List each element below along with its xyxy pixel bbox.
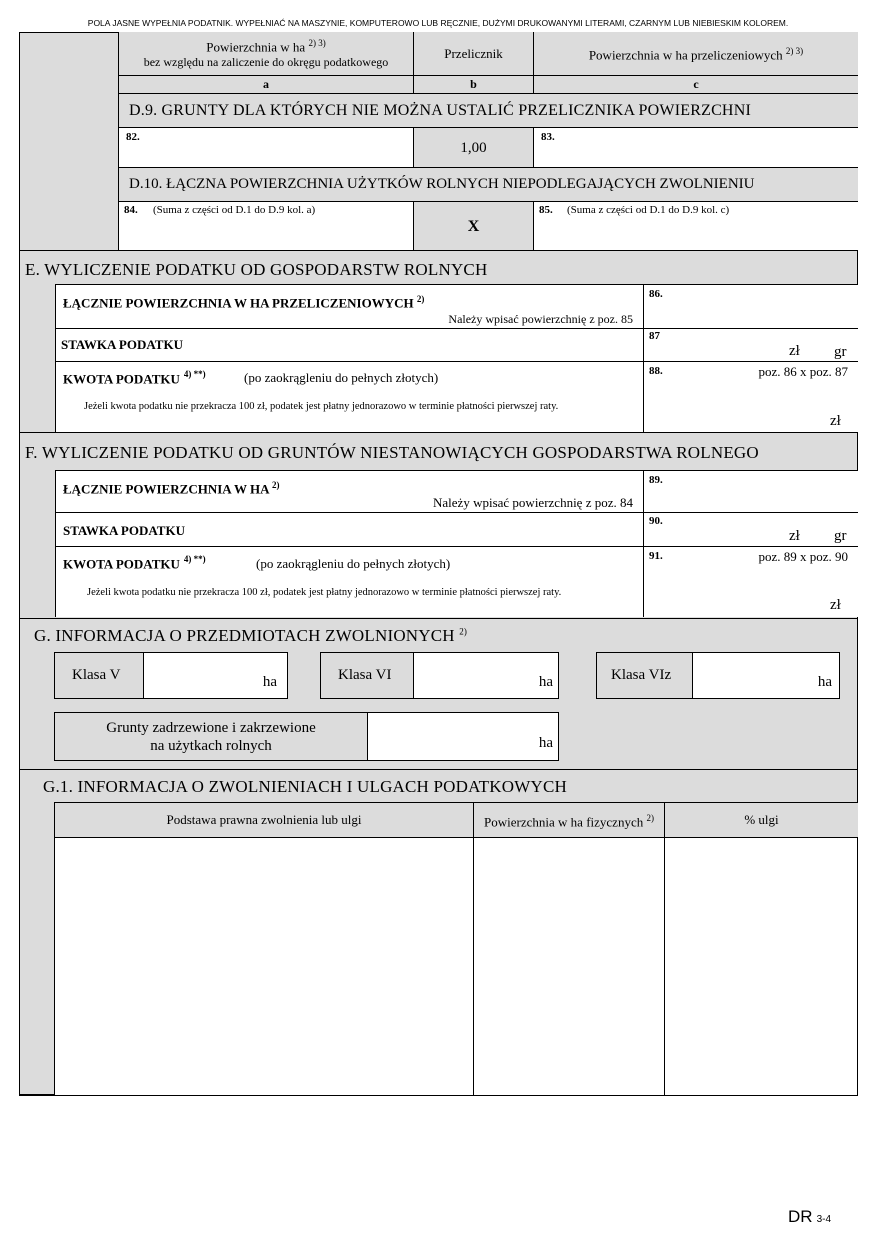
section-f-title: F. WYLICZENIE PODATKU OD GRUNTÓW NIESTANOWIĄCYCH GOSPODARSTWA ROLNEGO (25, 443, 759, 462)
klasa-viz-field[interactable]: ha (692, 653, 839, 698)
field-84[interactable]: 84. (Suma z części od D.1 do D.9 kol. a) (118, 202, 413, 250)
d10-title: D.10. ŁĄCZNA POWIERZCHNIA UŻYTKÓW ROLNYCH NIEPODLEGAJĄCYCH ZWOLNIENIU (118, 168, 858, 202)
grunty-label: Grunty zadrzewione i zakrzewione na użytkach rolnych (106, 720, 316, 754)
g1-area-field[interactable] (473, 838, 664, 1095)
klasa-vi-group (320, 652, 559, 699)
col-b-letter: b (413, 76, 533, 94)
klasa-vi-field[interactable]: ha (413, 653, 558, 698)
g1-legal-basis-field[interactable] (54, 838, 473, 1095)
field-90[interactable]: 90. zł gr (643, 513, 858, 547)
e-row-amount: KWOTA PODATKU $^{4) **)}$ (po zaokrągleniu do pełnych złotych) Jeżeli kwota podatku nie przekracza 100 zł, podatek jest płatny jednorazowo w terminie płatności pierwszej raty. (55, 362, 643, 433)
header-note: POLA JASNE WYPEŁNIA PODATNIK. WYPEŁNIAĆ NA MASZYNIE, KOMPUTEROWO LUB RĘCZNIE, DUŻYMI DRUKOWANYMI LITERAMI, CZARNYM LUB NIEBIESKIM KOLOREM. (87, 18, 789, 28)
g1-col-relief-percent: % ulgi (664, 802, 858, 838)
field-85[interactable]: 85. (Suma z części od D.1 do D.9 kol. c) (533, 202, 858, 250)
col-a-header: Powierzchnia w ha $^{2) 3)}$ bez względu na zaliczenie do okręgu podatkowego (118, 32, 413, 76)
field-82[interactable]: 82. (118, 128, 413, 168)
klasa-vi-label: Klasa VI (338, 667, 392, 683)
f-row-rate: STAWKA PODATKU (55, 513, 643, 547)
section-g-title: G. INFORMACJA O PRZEDMIOTACH ZWOLNIONYCH $^{2)}$ (34, 626, 468, 645)
col-b-header: Przelicznik (413, 32, 533, 76)
form-code: DR 3-4 (788, 1207, 832, 1226)
grunty-group (54, 712, 559, 761)
grunty-field[interactable]: ha (367, 713, 558, 760)
g1-col-legal-basis: Podstawa prawna zwolnienia lub ulgi (54, 802, 473, 838)
g1-col-area: Powierzchnia w ha fizycznych $^{2)}$ (473, 802, 664, 838)
section-g1-title: G.1. INFORMACJA O ZWOLNIENIACH I ULGACH PODATKOWYCH (43, 777, 567, 796)
klasa-v-field[interactable]: ha (143, 653, 287, 698)
f-row-total-area: ŁĄCZNIE POWIERZCHNIA W HA $^{2)}$ Należy wpisać powierzchnię z poz. 84 (55, 470, 643, 513)
d9-multiplier: 1,00 (413, 128, 533, 168)
d9-title: D.9. GRUNTY DLA KTÓRYCH NIE MOŻNA USTALIĆ PRZELICZNIKA POWIERZCHNI (118, 94, 858, 128)
col-c-letter: c (533, 76, 858, 94)
field-86[interactable]: 86. (643, 284, 858, 329)
e-row-rate: STAWKA PODATKU (55, 329, 643, 362)
klasa-viz-group (596, 652, 840, 699)
klasa-viz-label: Klasa VIz (611, 667, 672, 683)
col-a-letter: a (118, 76, 413, 94)
d10-mark: X (413, 202, 533, 250)
e-row-total-area: ŁĄCZNIE POWIERZCHNIA W HA PRZELICZENIOWYCH $^{2)}$ Należy wpisać powierzchnię z poz. 85 (55, 284, 643, 329)
f-row-amount: KWOTA PODATKU $^{4) **)}$ (po zaokrągleniu do pełnych złotych) Jeżeli kwota podatku nie przekracza 100 zł, podatek jest płatny jednorazowo w terminie płatności pierwszej raty. (55, 547, 643, 617)
klasa-v-label: Klasa V (72, 667, 121, 683)
col-c-header: Powierzchnia w ha przeliczeniowych $^{2) 3)}$ (533, 32, 858, 76)
field-83[interactable]: 83. (533, 128, 858, 168)
field-88[interactable]: 88. poz. 86 x poz. 87 zł (643, 362, 858, 433)
section-e-title: E. WYLICZENIE PODATKU OD GOSPODARSTW ROLNYCH (25, 260, 488, 279)
klasa-v-group (54, 652, 288, 699)
field-91[interactable]: 91. poz. 89 x poz. 90 zł (643, 547, 858, 617)
field-89[interactable]: 89. (643, 470, 858, 513)
g1-relief-percent-field[interactable] (664, 838, 857, 1095)
field-87[interactable]: 87 zł gr (643, 329, 858, 362)
page-number: 3-4 (816, 1214, 832, 1225)
